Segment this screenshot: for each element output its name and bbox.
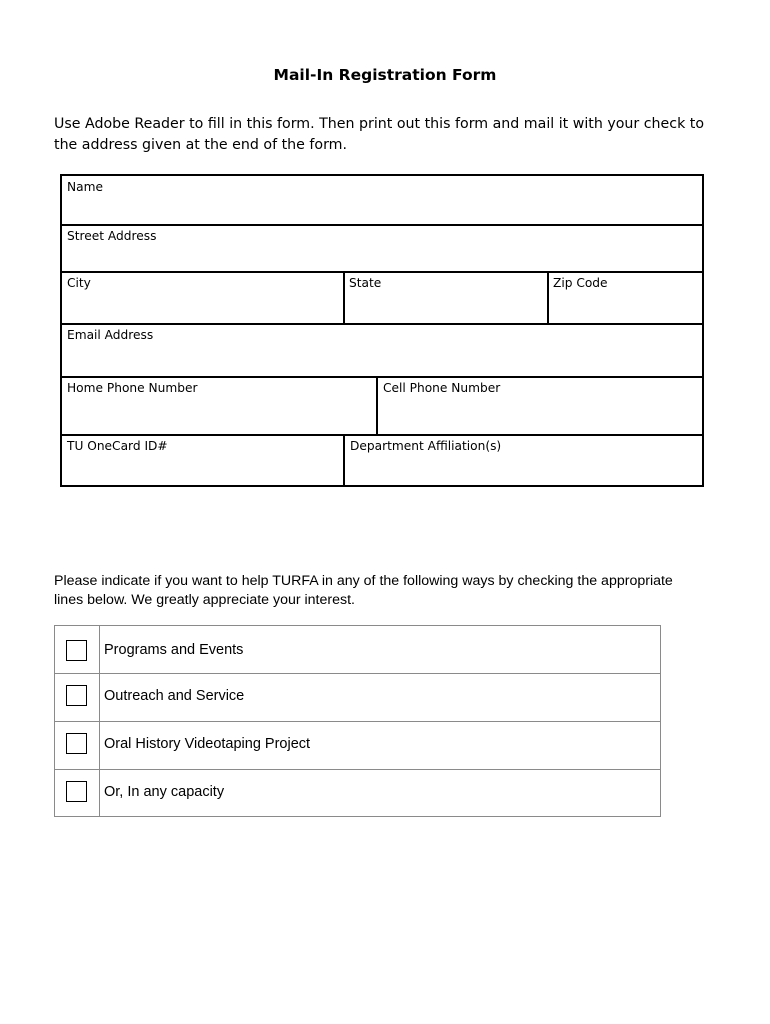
cell-phone-field[interactable] [383,381,698,432]
name-field-label: Name [67,180,103,194]
interest-prompt-line-2: lines below. We greatly appreciate your interest. [54,592,355,608]
onecard-id-field[interactable] [67,439,339,485]
option-label: Or, In any capacity [104,784,225,800]
form-title: Mail-In Registration Form [273,66,497,84]
intro-line-1: Use Adobe Reader to fill in this form. Then print out this form and mail it with your check to [54,116,705,132]
row-divider [62,434,702,436]
interest-option-row [55,721,660,770]
interest-option-row [55,769,660,818]
email-address-field-label: Email Address [67,328,154,342]
column-divider [376,376,378,434]
home-phone-field-label: Home Phone Number [67,381,198,395]
row-divider [62,376,702,378]
home-phone-field[interactable] [67,381,372,432]
programs-and-events-checkbox[interactable] [66,640,87,661]
intro-line-2: the address given at the end of the form. [54,137,347,153]
zip-code-field-label: Zip Code [553,276,608,290]
column-divider [343,271,345,323]
state-field[interactable] [349,276,543,321]
interest-prompt [54,572,754,610]
oral-history-checkbox[interactable] [66,733,87,754]
email-address-field[interactable] [67,328,697,374]
city-field-label: City [67,276,91,290]
street-address-field[interactable] [67,229,697,269]
row-divider [62,323,702,325]
interest-options-table [54,625,661,817]
cell-phone-field-label: Cell Phone Number [383,381,501,395]
outreach-and-service-checkbox[interactable] [66,685,87,706]
interest-option-row [55,626,660,674]
option-label: Outreach and Service [104,688,245,704]
column-divider [547,271,549,323]
any-capacity-checkbox[interactable] [66,781,87,802]
row-divider [62,271,702,273]
interest-option-row [55,673,660,722]
registration-fields-grid [60,174,704,487]
department-affiliation-field-label: Department Affiliation(s) [350,439,502,453]
column-divider [343,434,345,487]
state-field-label: State [349,276,382,290]
intro-text [54,114,734,156]
option-label: Oral History Videotaping Project [104,736,311,752]
city-field[interactable] [67,276,339,321]
street-address-field-label: Street Address [67,229,157,243]
department-affiliation-field[interactable] [350,439,698,485]
zip-code-field[interactable] [553,276,698,321]
onecard-id-field-label: TU OneCard ID# [67,439,168,453]
row-divider [62,224,702,226]
name-field[interactable] [67,180,697,222]
interest-prompt-line-1: Please indicate if you want to help TURFA in any of the following ways by checking the appropriate [54,573,673,589]
option-label: Programs and Events [104,642,244,658]
